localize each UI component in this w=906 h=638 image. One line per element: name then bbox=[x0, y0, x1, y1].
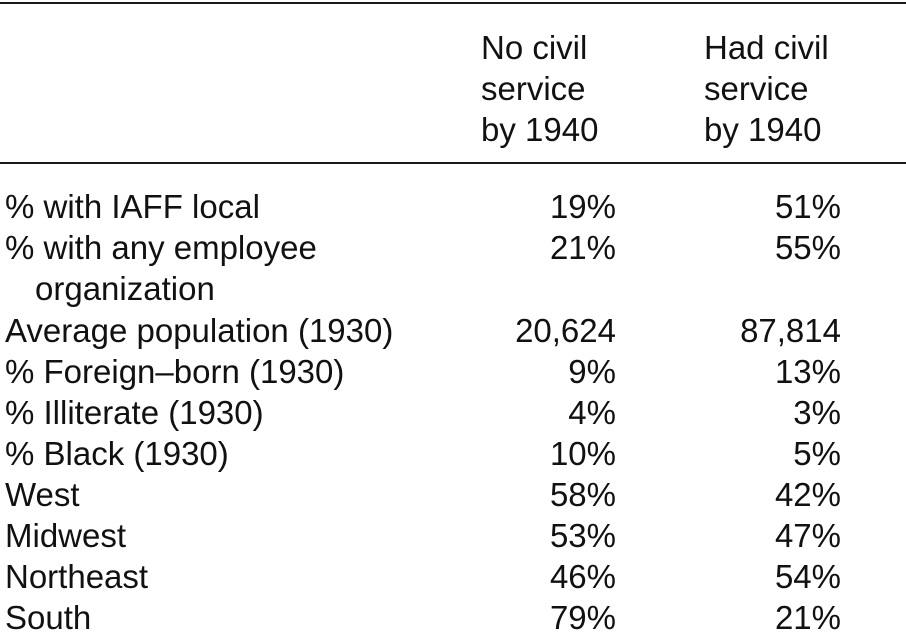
column-header-had-civil-service: Had civil service by 1940 bbox=[704, 29, 829, 148]
table-row bbox=[0, 227, 906, 309]
cell-had-civil-service: 87,814 bbox=[740, 312, 841, 349]
cell-had-civil-service: 54% bbox=[774, 558, 841, 595]
cell-no-civil-service: 21% bbox=[549, 229, 616, 266]
cell-no-civil-service: 9% bbox=[568, 353, 616, 390]
table-row bbox=[0, 351, 906, 392]
table-row bbox=[0, 392, 906, 433]
cell-no-civil-service: 58% bbox=[549, 476, 616, 513]
cell-had-civil-service: 55% bbox=[774, 229, 841, 266]
cell-had-civil-service: 21% bbox=[774, 599, 841, 636]
cell-had-civil-service: 5% bbox=[793, 435, 841, 472]
table-header-rule bbox=[0, 162, 906, 164]
table-row bbox=[0, 597, 906, 638]
row-label: Northeast bbox=[5, 558, 149, 595]
row-label: % Illiterate (1930) bbox=[5, 394, 264, 431]
row-label-line2: organization bbox=[35, 270, 215, 307]
row-label-line1: % with any employee bbox=[5, 229, 317, 266]
cell-had-civil-service: 3% bbox=[793, 394, 841, 431]
row-label: % Black (1930) bbox=[5, 435, 229, 472]
cell-had-civil-service: 51% bbox=[774, 188, 841, 225]
cell-no-civil-service: 79% bbox=[549, 599, 616, 636]
table-row bbox=[0, 310, 906, 351]
cell-no-civil-service: 4% bbox=[568, 394, 616, 431]
row-label: West bbox=[5, 476, 80, 513]
table-row bbox=[0, 474, 906, 515]
cell-had-civil-service: 13% bbox=[774, 353, 841, 390]
row-label: Average population (1930) bbox=[5, 312, 394, 349]
table-row bbox=[0, 556, 906, 597]
table-row bbox=[0, 515, 906, 556]
table-top-rule bbox=[0, 2, 906, 4]
table-row bbox=[0, 186, 906, 227]
row-label bbox=[5, 227, 317, 309]
cell-had-civil-service: 42% bbox=[774, 476, 841, 513]
row-label: Midwest bbox=[5, 517, 127, 554]
cell-no-civil-service: 10% bbox=[549, 435, 616, 472]
row-label: % Foreign–born (1930) bbox=[5, 353, 345, 390]
cell-no-civil-service: 53% bbox=[549, 517, 616, 554]
column-header-no-civil-service: No civil service by 1940 bbox=[481, 29, 599, 148]
cell-had-civil-service: 47% bbox=[774, 517, 841, 554]
cell-no-civil-service: 19% bbox=[549, 188, 616, 225]
cell-no-civil-service: 46% bbox=[549, 558, 616, 595]
row-label: South bbox=[5, 599, 92, 636]
table-row bbox=[0, 433, 906, 474]
row-label: % with IAFF local bbox=[5, 188, 260, 225]
cell-no-civil-service: 20,624 bbox=[515, 312, 616, 349]
